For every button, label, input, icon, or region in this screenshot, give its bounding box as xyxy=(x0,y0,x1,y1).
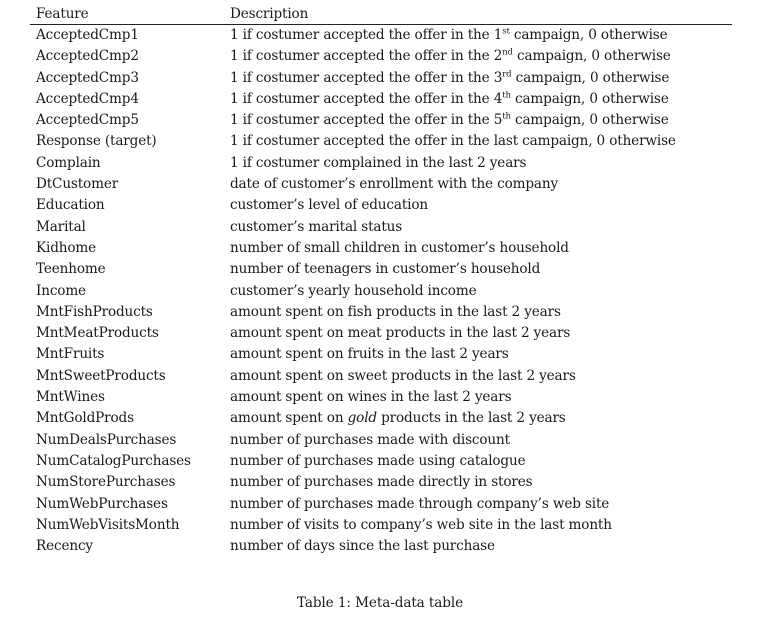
description-text-suffix: campaign, 0 otherwise xyxy=(510,90,669,107)
description-cell xyxy=(224,472,732,493)
table-row xyxy=(30,302,732,323)
feature-cell: Education xyxy=(36,197,105,214)
description-cell xyxy=(224,366,732,387)
feature-cell: AcceptedCmp5 xyxy=(36,112,139,129)
feature-cell: NumCatalogPurchases xyxy=(36,452,191,469)
description-text: amount spent on meat products in the last 2 years xyxy=(230,325,571,342)
description-cell xyxy=(224,408,732,429)
description-text: number of purchases made through company’s web site xyxy=(230,495,610,512)
description-cell xyxy=(224,323,732,344)
ordinal-superscript: nd xyxy=(502,47,513,58)
table-row xyxy=(30,281,732,302)
description-cell xyxy=(224,46,732,67)
ordinal-superscript: rd xyxy=(502,69,512,80)
table-row xyxy=(30,238,732,259)
description-cell xyxy=(224,110,732,131)
description-text: number of teenagers in customer’s household xyxy=(230,261,541,278)
description-text-suffix: campaign, 0 otherwise xyxy=(509,27,668,43)
feature-cell: AcceptedCmp4 xyxy=(36,90,139,107)
feature-cell: NumStorePurchases xyxy=(36,474,176,491)
description-text: number of purchases made with discount xyxy=(230,431,510,448)
description-text: amount spent on wines in the last 2 years xyxy=(230,389,512,406)
table-row xyxy=(30,259,732,280)
description-text: 1 if costumer accepted the offer in the 3 xyxy=(230,69,503,86)
table-row xyxy=(30,344,732,365)
description-cell xyxy=(224,344,732,365)
description-text: amount spent on xyxy=(230,410,348,427)
description-text-suffix: campaign, 0 otherwise xyxy=(510,112,669,129)
feature-cell: MntGoldProds xyxy=(36,410,134,427)
table-row xyxy=(30,110,732,131)
description-text: amount spent on fish products in the last 2 years xyxy=(230,303,561,320)
header-feature: Feature xyxy=(36,6,89,22)
description-text: 1 if costumer accepted the offer in the 5 xyxy=(230,112,503,129)
description-cell xyxy=(224,494,732,515)
feature-cell: Kidhome xyxy=(36,239,97,256)
table-row xyxy=(30,430,732,451)
description-cell xyxy=(224,174,732,195)
table-row xyxy=(30,451,732,472)
meta-data-table-container xyxy=(30,4,732,557)
table-row xyxy=(30,472,732,493)
description-text: customer’s marital status xyxy=(230,218,403,235)
description-text: number of purchases made using catalogue xyxy=(230,452,526,469)
feature-cell: Recency xyxy=(36,538,93,555)
description-text: number of visits to company’s web site in the last month xyxy=(230,516,612,533)
table-row xyxy=(30,323,732,344)
description-cell xyxy=(224,387,732,408)
feature-cell: AcceptedCmp3 xyxy=(36,69,139,86)
table-row xyxy=(30,387,732,408)
table-row xyxy=(30,536,732,557)
feature-cell: Complain xyxy=(36,154,101,171)
feature-cell: Marital xyxy=(36,218,86,235)
description-text: 1 if costumer complained in the last 2 years xyxy=(230,154,527,171)
feature-cell: AcceptedCmp2 xyxy=(36,48,139,65)
feature-cell: NumWebVisitsMonth xyxy=(36,516,180,533)
table-row xyxy=(30,153,732,174)
description-text: number of purchases made directly in stores xyxy=(230,474,533,491)
description-text-suffix: products in the last 2 years xyxy=(376,410,566,427)
ordinal-superscript: th xyxy=(502,111,511,122)
table-row xyxy=(30,46,732,67)
description-cell xyxy=(224,515,732,536)
feature-cell: Response (target) xyxy=(36,133,157,150)
table-row xyxy=(30,89,732,110)
table-row xyxy=(30,131,732,152)
feature-cell: MntWines xyxy=(36,389,105,406)
description-text-suffix: campaign, 0 otherwise xyxy=(512,48,671,65)
description-text: 1 if costumer accepted the offer in the 4 xyxy=(230,90,503,107)
description-text: 1 if costumer accepted the offer in the 1 xyxy=(230,27,503,43)
table-row xyxy=(30,217,732,238)
ordinal-superscript: th xyxy=(502,90,511,101)
table-row xyxy=(30,408,732,429)
description-cell xyxy=(224,281,732,302)
description-cell xyxy=(224,217,732,238)
feature-cell: DtCustomer xyxy=(36,176,119,193)
feature-cell: MntMeatProducts xyxy=(36,325,159,342)
table-row xyxy=(30,494,732,515)
description-text: 1 if costumer accepted the offer in the 2 xyxy=(230,48,503,65)
feature-cell: MntSweetProducts xyxy=(36,367,166,384)
description-text: customer’s yearly household income xyxy=(230,282,477,299)
feature-cell: NumWebPurchases xyxy=(36,495,168,512)
description-text: number of days since the last purchase xyxy=(230,538,495,555)
feature-cell: AcceptedCmp1 xyxy=(36,27,139,43)
feature-cell: MntFishProducts xyxy=(36,303,153,320)
description-text: number of small children in customer’s household xyxy=(230,239,569,256)
description-text: 1 if costumer accepted the offer in the last campaign, 0 otherwise xyxy=(230,133,676,150)
table-row xyxy=(30,366,732,387)
description-cell xyxy=(224,153,732,174)
table-caption: Table 1: Meta-data table xyxy=(296,595,464,611)
table-row xyxy=(30,195,732,216)
meta-data-table xyxy=(30,4,732,557)
table-row xyxy=(30,68,732,89)
feature-cell: Teenhome xyxy=(36,261,106,278)
description-cell xyxy=(224,259,732,280)
description-emphasis: gold xyxy=(347,410,377,427)
description-cell xyxy=(224,430,732,451)
table-row xyxy=(30,25,732,47)
feature-cell: Income xyxy=(36,282,86,299)
description-cell xyxy=(224,131,732,152)
description-cell xyxy=(224,68,732,89)
header-description: Description xyxy=(230,6,309,22)
description-text: customer’s level of education xyxy=(230,197,428,214)
description-cell xyxy=(224,451,732,472)
feature-cell: MntFruits xyxy=(36,346,105,363)
description-cell xyxy=(224,302,732,323)
table-row xyxy=(30,515,732,536)
description-cell xyxy=(224,536,732,557)
description-text: amount spent on fruits in the last 2 years xyxy=(230,346,509,363)
description-cell xyxy=(224,89,732,110)
description-text: amount spent on sweet products in the last 2 years xyxy=(230,367,576,384)
description-cell xyxy=(224,25,732,47)
description-cell xyxy=(224,195,732,216)
table-body xyxy=(30,25,732,558)
description-cell xyxy=(224,238,732,259)
description-text: date of customer’s enrollment with the company xyxy=(230,176,558,193)
table-row xyxy=(30,174,732,195)
feature-cell: NumDealsPurchases xyxy=(36,431,177,448)
ordinal-superscript: st xyxy=(502,26,510,37)
header-row xyxy=(30,4,732,25)
table-header xyxy=(30,4,732,25)
description-text-suffix: campaign, 0 otherwise xyxy=(511,69,670,86)
